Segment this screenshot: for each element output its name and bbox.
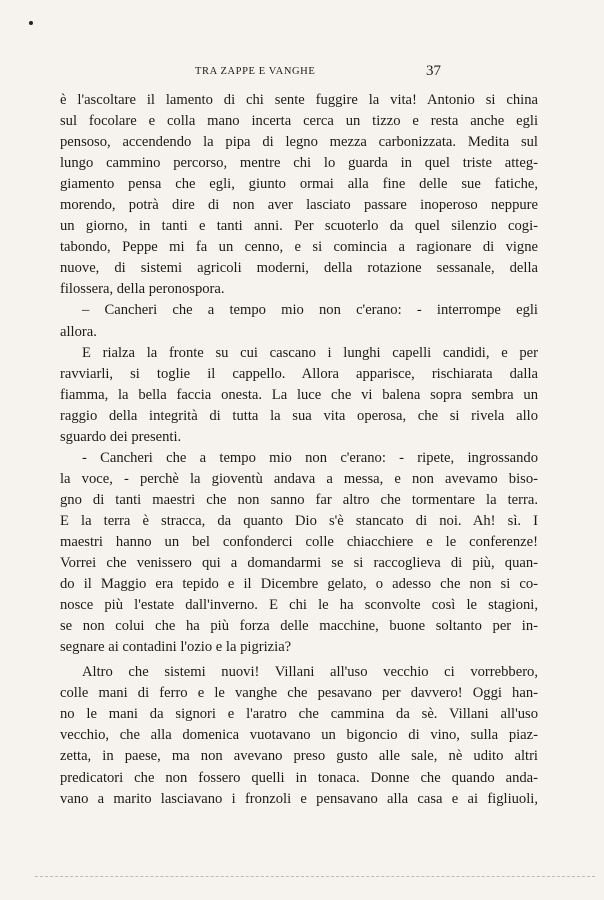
text-line: E rialza la fronte su cui cascano i lunghi capelli candidi, e per [82,344,538,361]
ink-speck [29,21,33,25]
text-line: tabondo, Peppe mi fa un cenno, e si comincia a ragionare di vigne [60,239,538,256]
text-line: se non colui che ha più forza delle macchine, buone soltanto per in- [60,618,538,635]
text-line: no le mani da signori e l'aratro che cammina da sè. Villani all'uso [60,706,538,723]
text-line: fiamma, la bella faccia onesta. La luce che vi balena sopra sembra un [60,386,538,403]
text-line: zetta, in paese, ma non avevano preso gusto alle sale, nè udito altri [60,748,538,765]
text-line: filossera, della peronospora. [60,281,225,298]
text-line: maestri hanno un bel confonderci colle chiacchiere e le conferenze! [60,533,538,550]
text-line: nosce più l'estate dall'inverno. E chi le ha sconvolte così le stagioni, [60,597,538,614]
text-line: raggio della integrità di tutta la sua vita operosa, che si rivela allo [60,407,538,424]
text-line: colle mani di ferro e le vanghe che pesavano per davvero! Oggi han- [60,685,538,702]
text-line: – Cancheri che a tempo mio non c'erano: - interrompe egli [82,302,538,319]
text-line: giamento pensa che egli, giunto ormai alla fine delle sue fatiche, [60,176,538,193]
text-line: sguardo dei presenti. [60,428,182,445]
text-line: sul focolare e colla mano incerta cerca un tizzo e resta anche egli [60,113,538,130]
text-line: vecchio, che alla domenica vuotavano un bigoncio di vino, sulla piaz- [60,727,538,744]
text-line: Vorrei che venissero qui a domandarmi se si raccoglieva di più, quan- [60,555,538,572]
page-bottom-edge [35,876,595,879]
text-line: ravviarli, si toglie il cappello. Allora apparisce, rischiarata dalla [60,365,538,382]
text-line: do il Maggio era tepido e il Dicembre gelato, o adesso che non si co- [60,576,538,593]
text-line: segnare ai contadini l'ozio e la pigrizia? [60,639,292,656]
text-line: - Cancheri che a tempo mio non c'erano: - ripete, ingrossando [82,449,538,466]
text-line: gno di tanti maestri che non sanno far altro che tormentare la terra. [60,491,538,508]
text-line: lungo cammino percorso, mentre chi lo guarda in quel triste atteg- [60,155,538,172]
text-line: vano a marito lasciavano i fronzoli e pensavano alla casa e ai figliuoli, [60,790,538,807]
text-line: allora. [60,323,97,340]
running-head: TRA ZAPPE E VANGHE [195,66,316,77]
text-line: morendo, potrà dire di non aver lasciato passare inoperoso neppure [60,197,538,214]
text-line: è l'ascoltare il lamento di chi sente fuggire la vita! Antonio si china [60,92,538,108]
text-body [60,90,538,810]
text-line: nuove, di sistemi agricoli moderni, della rotazione sessanale, della [60,260,538,277]
page-number: 37 [426,63,441,79]
text-line: Altro che sistemi nuovi! Villani all'uso vecchio ci vorrebbero, [82,664,538,681]
text-line: un giorno, in tanti e tanti anni. Per scuoterlo da quel silenzio cogi- [60,218,538,235]
text-line: predicatori che non fossero quelli in tonaca. Donne che quando anda- [60,769,538,786]
text-line: pensoso, accendendo la pipa di legno mezza carbonizzata. Medita sul [60,134,538,151]
text-line: E la terra è stracca, da quanto Dio s'è stancato di noi. Ah! sì. I [60,512,538,529]
text-line: la voce, - perchè la gioventù andava a messa, e non avevamo biso- [60,470,538,487]
